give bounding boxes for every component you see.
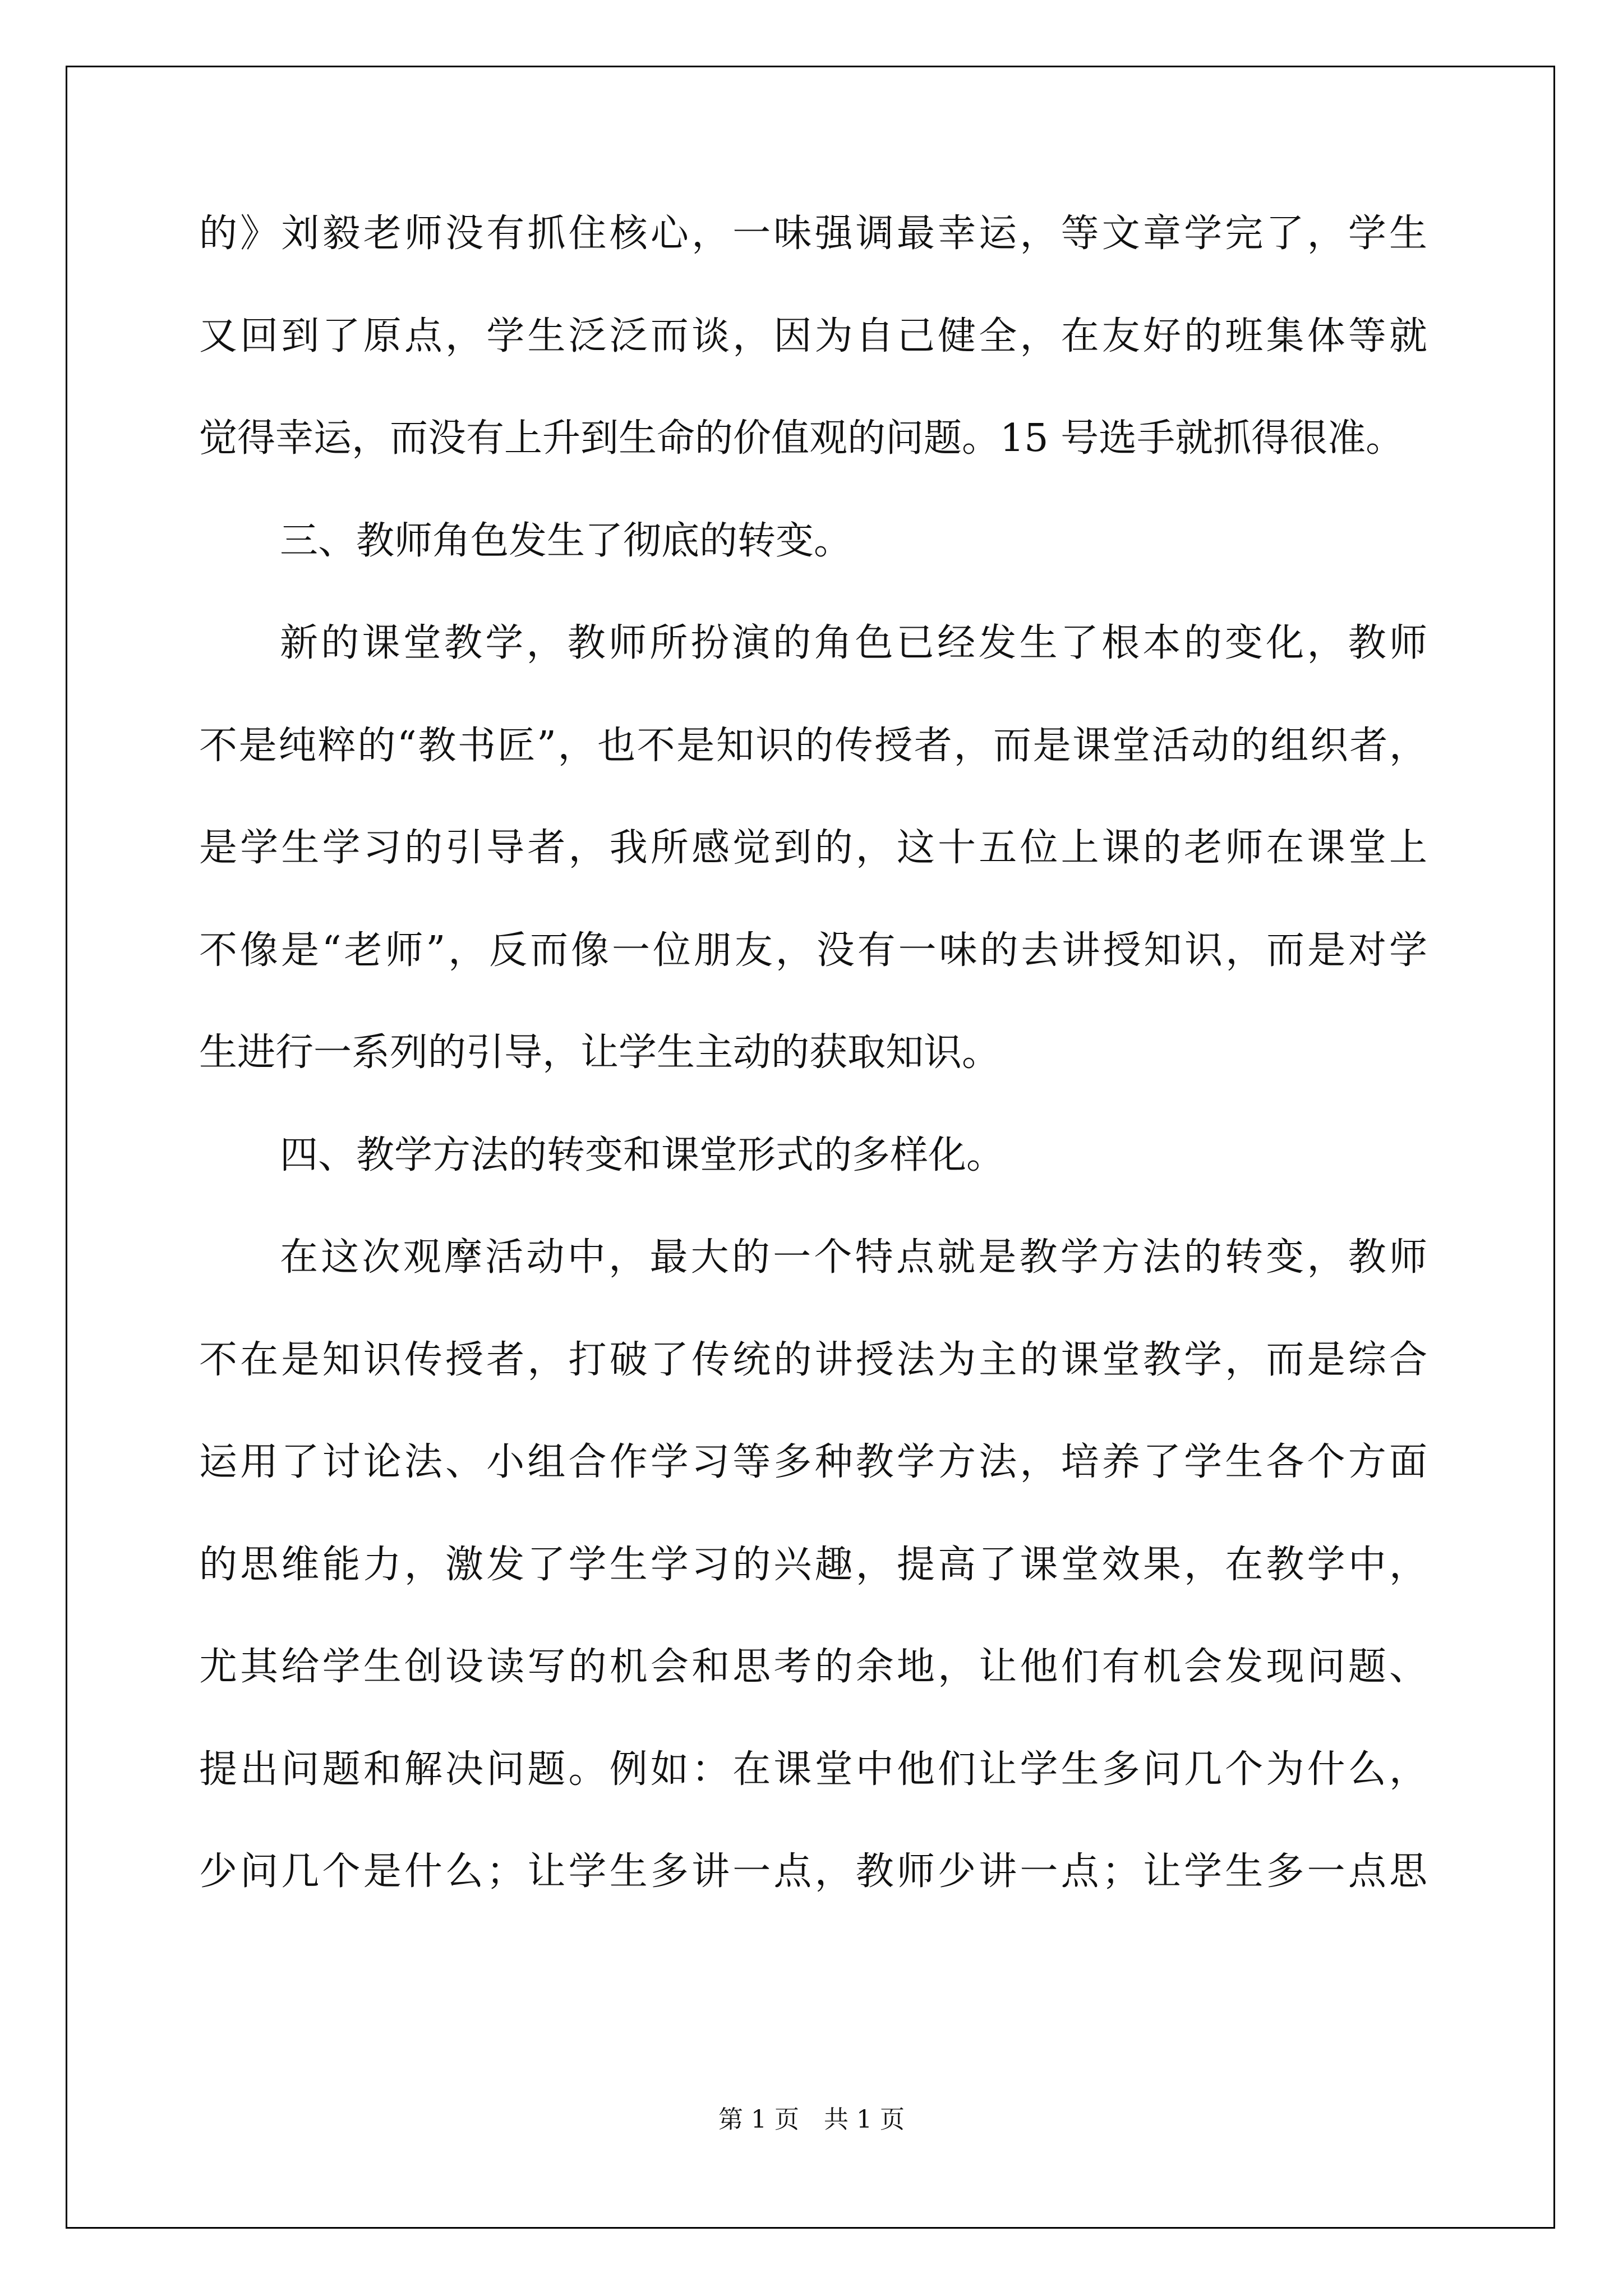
- page-number-footer: 第 1 页 共 1 页: [718, 2105, 905, 2134]
- text-line: 又回到了原点，学生泛泛而谈，因为自己健全，在友好的班集体等就: [199, 314, 1427, 358]
- text-line: 生进行一系列的引导，让学生主动的获取知识。: [199, 1030, 1000, 1075]
- text-line: 少问几个是什么；让学生多讲一点，教师少讲一点；让学生多一点思: [199, 1849, 1427, 1894]
- text-line: 四、教学方法的转变和课堂形式的多样化。: [280, 1133, 1005, 1177]
- text-line: 的》刘毅老师没有抓住核心，一味强调最幸运，等文章学完了，学生: [199, 211, 1427, 256]
- text-line: 觉得幸运，而没有上升到生命的价值观的问题。15 号选手就抓得很准。: [199, 416, 1404, 461]
- text-line: 是学生学习的引导者，我所感觉到的，这十五位上课的老师在课堂上: [199, 826, 1427, 870]
- document-body: [199, 211, 1427, 1955]
- text-line: 在这次观摩活动中，最大的一个特点就是教学方法的转变，教师: [280, 1235, 1427, 1280]
- text-line: 的思维能力，激发了学生学习的兴趣，提高了课堂效果，在教学中，: [199, 1542, 1427, 1587]
- text-line: 运用了讨论法、小组合作学习等多种教学方法，培养了学生各个方面: [199, 1440, 1427, 1484]
- text-line: 三、教师角色发生了彻底的转变。: [280, 518, 852, 563]
- text-line: 尤其给学生创设读写的机会和思考的余地，让他们有机会发现问题、: [199, 1645, 1427, 1689]
- text-line: 新的课堂教学，教师所扮演的角色已经发生了根本的变化，教师: [280, 621, 1427, 665]
- text-line: 提出问题和解决问题。例如：在课堂中他们让学生多问几个为什么，: [199, 1747, 1427, 1792]
- text-line: 不在是知识传授者，打破了传统的讲授法为主的课堂教学，而是综合: [199, 1337, 1427, 1382]
- text-line: 不是纯粹的“教书匠”，也不是知识的传授者，而是课堂活动的组织者，: [199, 723, 1427, 768]
- text-line: 不像是“老师”，反而像一位朋友，没有一味的去讲授知识，而是对学: [199, 928, 1427, 973]
